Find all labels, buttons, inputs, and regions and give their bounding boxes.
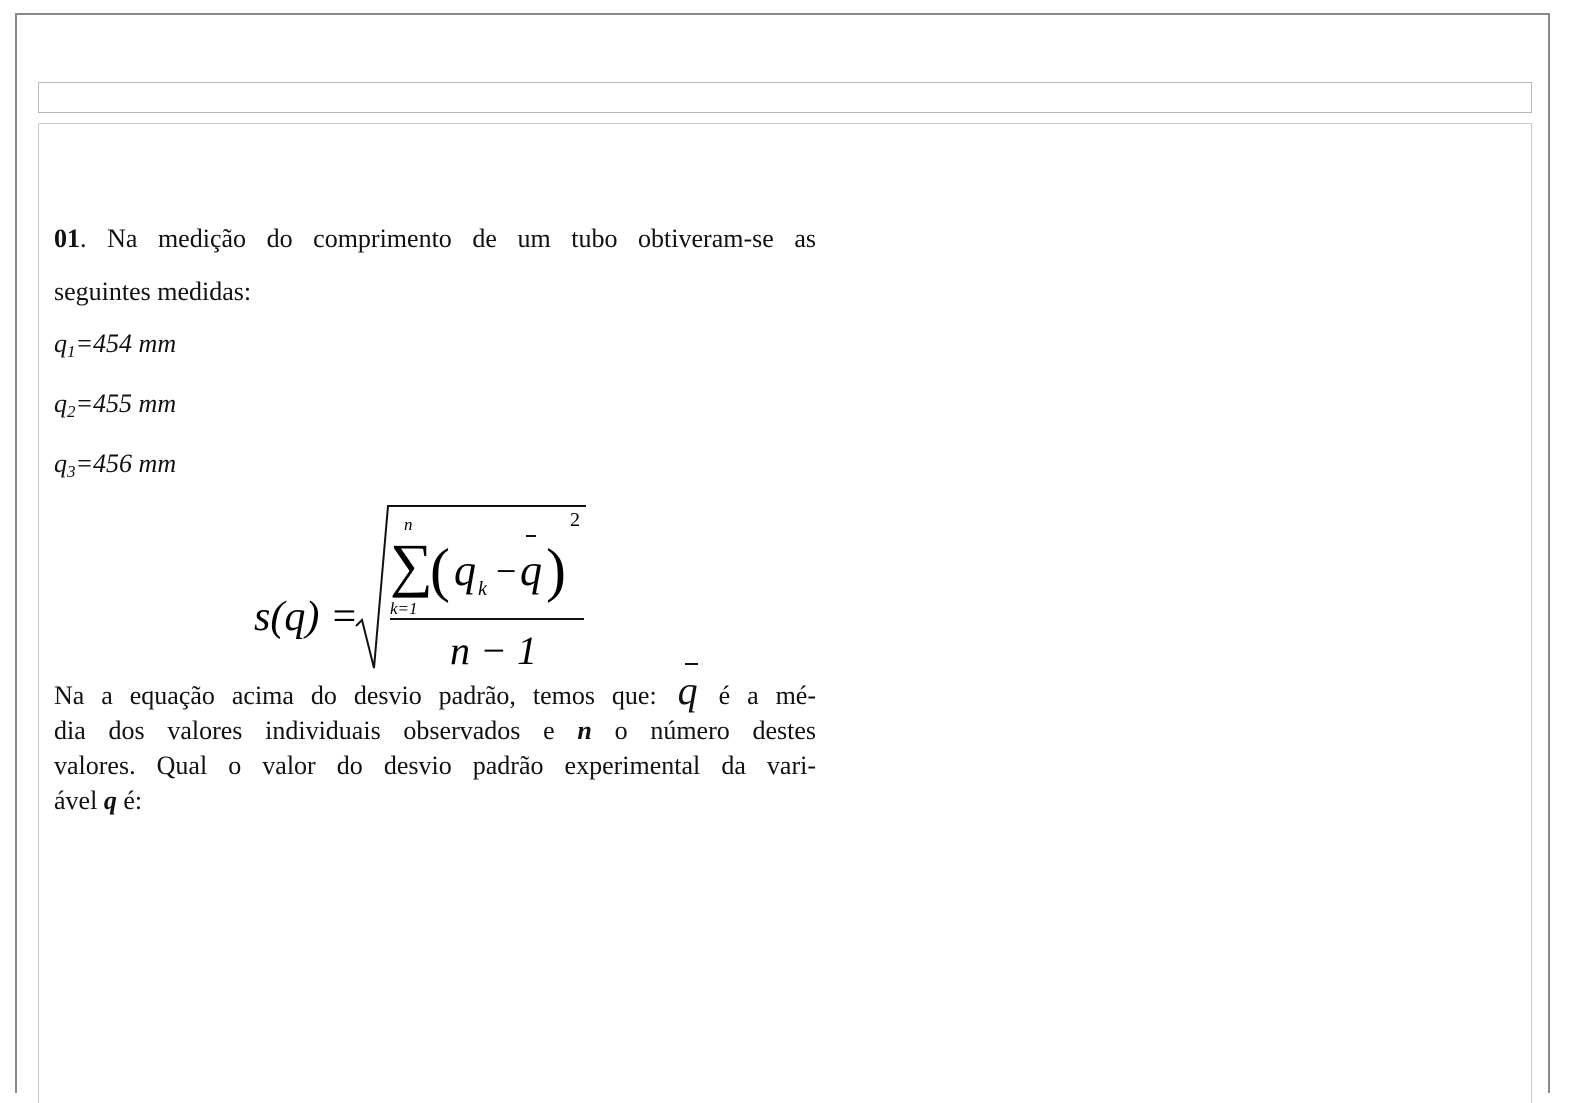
formula-lhs: s(q) =: [254, 594, 359, 640]
measurement-sub: 1: [67, 342, 76, 361]
question-intro-line-1: [54, 212, 816, 265]
sum-upper: n: [404, 515, 413, 534]
n-symbol: n: [577, 716, 592, 745]
term-b: q: [520, 546, 542, 595]
paren-close: ): [546, 537, 566, 603]
question-intro-text: . Na medição do comprimento de um tubo obtiveram-se as: [80, 224, 816, 253]
question-intro-line-2: seguintes medidas:: [54, 277, 252, 306]
measurement-value: =454 mm: [75, 329, 177, 358]
top-bar: [38, 82, 1532, 113]
term-a-sub: k: [478, 578, 487, 600]
exponent: 2: [570, 509, 580, 531]
measurement-var: q: [54, 389, 67, 418]
measurement-3: [54, 438, 816, 498]
minus-sign: −: [496, 551, 517, 591]
para-text: Na a equação acima do desvio padrão, temos que:: [54, 681, 657, 710]
para-text: é:: [123, 786, 143, 815]
sum-sigma-icon: ∑: [390, 532, 433, 598]
paren-open: (: [430, 537, 450, 603]
measurement-value: =456 mm: [75, 449, 177, 478]
measurement-var: q: [54, 329, 67, 358]
page-frame: [15, 13, 1550, 1093]
para-line-4: [54, 783, 816, 818]
measurement-var: q: [54, 449, 67, 478]
explanation-paragraph: [54, 668, 817, 818]
question-number: 01: [54, 224, 80, 253]
measurement-sub: 2: [67, 402, 76, 421]
para-line-3: valores. Qual o valor do desvio padrão experimental da vari-: [54, 751, 816, 780]
para-text: dia dos valores individuais observados e: [54, 716, 555, 745]
q-symbol: q: [103, 786, 117, 815]
para-text: o número destes: [614, 716, 817, 745]
measurement-value: =455 mm: [75, 389, 177, 418]
formula-graphic: [254, 500, 614, 678]
para-text: é a mé-: [718, 681, 816, 710]
question-body: [54, 212, 816, 818]
denominator: n − 1: [450, 628, 537, 673]
measurement-sub: 3: [67, 462, 76, 481]
term-a: q: [454, 546, 476, 595]
para-line-1: [54, 668, 816, 713]
std-dev-formula: [54, 500, 816, 678]
measurement-1: [54, 318, 816, 378]
question-panel: [38, 123, 1532, 1103]
q-mean-symbol: q: [674, 681, 702, 701]
para-text: ável: [54, 786, 98, 815]
measurement-2: [54, 378, 816, 438]
sum-lower: k=1: [390, 599, 418, 618]
para-line-2: [54, 713, 816, 748]
